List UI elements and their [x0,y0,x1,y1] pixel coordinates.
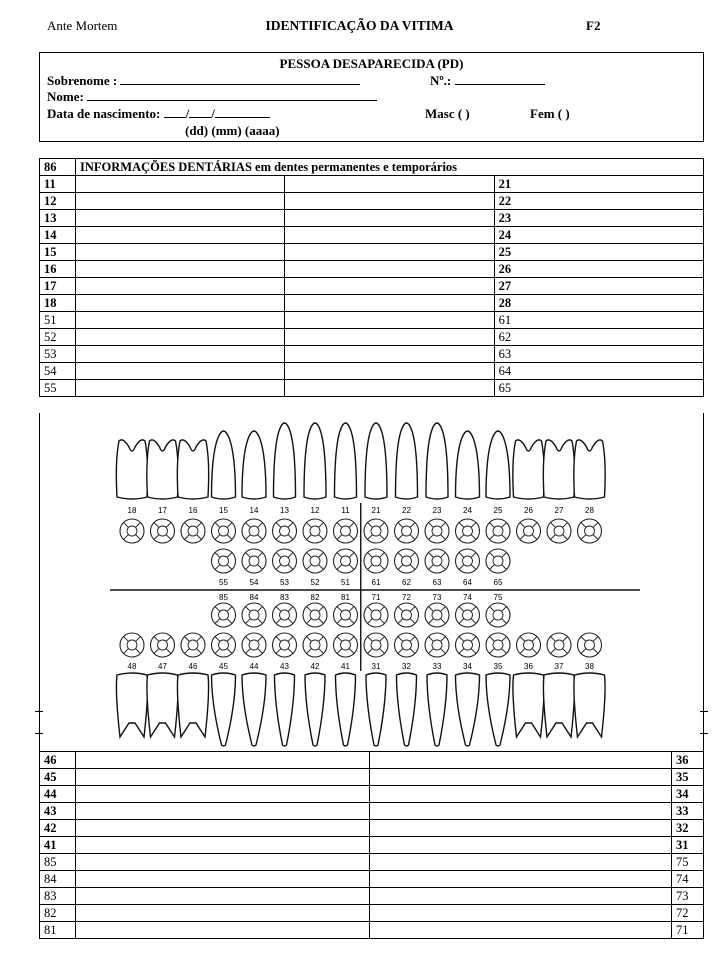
tooth-number-label: 36 [524,662,533,671]
tooth-surface-diagram [364,603,388,627]
tooth-surface-diagram [425,633,449,657]
tooth-number-label: 71 [371,593,381,602]
missing-person-title: PESSOA DESAPARECIDA (PD) [279,56,464,71]
dental-row [40,380,704,397]
tooth-number-label: 24 [463,506,472,515]
tooth-surface-diagram [303,519,327,543]
tooth-surface-diagram [334,633,358,657]
tooth-info-field-left[interactable] [76,244,285,261]
dental-row [40,261,704,278]
upper-tooth-crown [274,423,296,499]
tooth-number-right: 63 [494,346,703,363]
tooth-number-label: 46 [188,662,198,671]
birth-year-field[interactable] [215,106,270,118]
tooth-number-label: 45 [219,662,228,671]
tooth-info-field-left[interactable] [76,871,370,888]
lower-tooth-crown [456,673,480,746]
tooth-number-right: 31 [672,837,704,854]
tooth-surface-diagram [303,549,327,573]
surname-row [47,73,360,89]
tooth-info-field-left[interactable] [76,752,370,769]
tooth-surface-diagram [334,603,358,627]
upper-tooth-crown [212,431,236,499]
tooth-info-field-right[interactable] [285,227,494,244]
dental-row [40,329,704,346]
tooth-info-field-left[interactable] [76,210,285,227]
tooth-surface-diagram [273,549,297,573]
tooth-info-field-right[interactable] [285,193,494,210]
tooth-info-field-right[interactable] [370,769,672,786]
tooth-number-right: 73 [672,888,704,905]
upper-tooth-crown [574,440,605,499]
tooth-surface-diagram [273,519,297,543]
lower-tooth-crown [366,673,386,746]
tooth-number-label: 34 [463,662,472,671]
tooth-number-left: 53 [40,346,76,363]
tooth-surface-diagram [486,549,510,573]
tooth-info-field-left[interactable] [76,312,285,329]
dental-row [40,363,704,380]
tooth-number-label: 82 [310,593,320,602]
tooth-number-right: 65 [494,380,703,397]
dental-row [40,803,704,820]
tick-mark [700,711,708,712]
tooth-number-label: 63 [432,578,442,587]
tooth-surface-diagram [303,603,327,627]
lower-dental-table [39,751,704,939]
tooth-number-label: 41 [341,662,350,671]
tooth-number-left: 15 [40,244,76,261]
tooth-number-right: 27 [494,278,703,295]
birth-label: Data de nascimento: [47,106,161,121]
tooth-surface-diagram [517,633,541,657]
dental-row [40,871,704,888]
upper-tooth-crown [513,440,544,499]
tooth-number-label: 48 [127,662,137,671]
tooth-surface-diagram [181,519,205,543]
tooth-number-label: 55 [219,578,228,587]
number-row [430,73,545,89]
tooth-number-left: 52 [40,329,76,346]
tooth-surface-diagram [486,633,510,657]
tooth-surface-diagram [212,603,236,627]
tooth-number-label: 26 [524,506,533,515]
tooth-number-label: 73 [432,593,442,602]
dental-row [40,295,704,312]
form-title: IDENTIFICAÇÃO DA VITIMA [265,18,454,33]
tooth-number-right: 33 [672,803,704,820]
tooth-number-label: 17 [158,506,167,515]
tooth-surface-diagram [364,633,388,657]
tooth-number-label: 15 [219,506,228,515]
tooth-number-right: 74 [672,871,704,888]
upper-tooth-crown [242,431,266,499]
dental-row [40,922,704,939]
tooth-number-label: 13 [280,506,289,515]
dental-row [40,346,704,363]
tooth-surface-diagram [395,549,419,573]
tick-mark [35,733,43,734]
tick-mark [700,733,708,734]
number-label: Nº.: [430,73,452,88]
upper-tooth-crown [396,423,418,499]
tooth-chart-area [39,413,704,758]
tooth-number-left: 85 [40,854,76,871]
upper-tooth-crown [116,440,147,499]
tooth-info-field-left[interactable] [76,227,285,244]
tooth-number-label: 53 [280,578,289,587]
tooth-surface-diagram [578,633,602,657]
lower-tooth-crown [212,673,236,746]
tooth-surface-diagram [517,519,541,543]
lower-tooth-crown [513,673,544,737]
upper-tooth-crown [177,440,208,499]
tooth-surface-diagram [456,603,480,627]
lower-tooth-crown [242,673,266,746]
tooth-number-right: 32 [672,820,704,837]
ante-mortem-label: Ante Mortem [47,18,118,33]
tooth-number-label: 16 [188,506,198,515]
tooth-info-field-left[interactable] [76,261,285,278]
tooth-number-label: 33 [432,662,442,671]
tooth-info-field-right[interactable] [285,329,494,346]
dental-row [40,786,704,803]
tooth-info-field-right[interactable] [370,837,672,854]
tooth-info-field-left[interactable] [76,786,370,803]
tooth-number-left: 42 [40,820,76,837]
tooth-surface-diagram [395,633,419,657]
name-label: Nome: [47,89,84,104]
dental-info-header-row [40,159,704,176]
tooth-info-field-left[interactable] [76,380,285,397]
tooth-info-field-left[interactable] [76,295,285,312]
tooth-surface-diagram [303,633,327,657]
tooth-surface-diagram [486,603,510,627]
birth-day-field[interactable] [164,106,186,118]
tooth-number-left: 83 [40,888,76,905]
upper-tooth-crown [147,440,178,499]
dental-row [40,210,704,227]
tooth-number-right: 34 [672,786,704,803]
upper-dental-table [39,158,704,397]
female-checkbox[interactable]: Fem ( ) [530,106,570,121]
tooth-surface-diagram [212,549,236,573]
tooth-surface-diagram [425,549,449,573]
dental-row [40,244,704,261]
tooth-number-right: 25 [494,244,703,261]
dental-row [40,176,704,193]
tooth-info-field-right[interactable] [370,820,672,837]
tooth-surface-diagram [395,519,419,543]
tooth-surface-diagram [578,519,602,543]
tooth-surface-diagram [395,603,419,627]
tooth-info-field-right[interactable] [285,380,494,397]
tooth-info-field-right[interactable] [285,363,494,380]
tooth-info-field-right[interactable] [285,210,494,227]
birth-row: Data de nascimento: / / [47,106,270,122]
tooth-info-field-right[interactable] [285,261,494,278]
tooth-number-left: 44 [40,786,76,803]
tooth-number-left: 46 [40,752,76,769]
tooth-number-right: 72 [672,905,704,922]
name-field[interactable] [87,89,377,101]
lower-tooth-crown [147,673,178,737]
tooth-surface-diagram [273,633,297,657]
tooth-number-label: 32 [402,662,411,671]
tooth-info-field-left[interactable] [76,888,370,905]
tooth-surface-diagram [273,603,297,627]
tooth-number-right: 21 [494,176,703,193]
tooth-number-label: 83 [280,593,289,602]
tooth-surface-diagram [456,633,480,657]
tooth-info-field-right[interactable] [285,278,494,295]
tooth-number-label: 84 [249,593,259,602]
tooth-surface-diagram [425,603,449,627]
lower-tooth-crown [397,673,417,746]
tooth-number-left: 55 [40,380,76,397]
tooth-number-right: 61 [494,312,703,329]
tooth-surface-diagram [242,549,266,573]
tooth-number-label: 27 [554,506,564,515]
tooth-surface-diagram [151,519,175,543]
tooth-number-left: 13 [40,210,76,227]
tooth-surface-diagram [212,519,236,543]
tooth-number-right: 64 [494,363,703,380]
tooth-number-label: 62 [402,578,411,587]
tooth-surface-diagram [334,549,358,573]
tooth-info-field-left[interactable] [76,278,285,295]
dental-row [40,193,704,210]
tooth-number-label: 14 [249,506,259,515]
tooth-number-label: 61 [371,578,381,587]
dental-row [40,854,704,871]
tooth-surface-diagram [456,549,480,573]
tooth-number-label: 65 [493,578,503,587]
section-title: INFORMAÇÕES DENTÁRIAS em dentes permanentes e temporários [76,159,704,176]
lower-tooth-crown [177,673,208,737]
section-number: 86 [40,159,76,176]
tooth-number-right: 26 [494,261,703,278]
tooth-number-label: 74 [463,593,472,602]
tooth-info-field-right[interactable] [285,176,494,193]
tooth-number-left: 45 [40,769,76,786]
birth-format-hint: (dd) (mm) (aaaa) [185,123,280,138]
tooth-surface-diagram [547,633,571,657]
lower-tooth-crown [574,673,605,737]
tooth-number-label: 28 [585,506,594,515]
tooth-info-field-left[interactable] [76,769,370,786]
dental-row [40,820,704,837]
tooth-info-field-left[interactable] [76,922,370,939]
tooth-number-label: 38 [585,662,594,671]
dental-row [40,752,704,769]
upper-tooth-crown [426,423,448,499]
upper-tooth-crown [486,431,510,499]
tooth-info-field-left[interactable] [76,346,285,363]
tooth-number-left: 18 [40,295,76,312]
tooth-info-field-left[interactable] [76,329,285,346]
tooth-info-field-right[interactable] [370,803,672,820]
lower-tooth-crown [116,673,147,737]
tooth-info-field-right[interactable] [370,871,672,888]
tooth-info-field-right[interactable] [285,346,494,363]
tooth-number-left: 82 [40,905,76,922]
tooth-number-label: 25 [493,506,503,515]
tooth-info-field-right[interactable] [370,854,672,871]
tooth-number-label: 43 [280,662,289,671]
tooth-info-field-right[interactable] [370,922,672,939]
tooth-number-right: 24 [494,227,703,244]
upper-tooth-crown [543,440,574,499]
dental-row [40,888,704,905]
tooth-number-right: 75 [672,854,704,871]
tooth-surface-diagram [334,519,358,543]
tooth-number-right: 62 [494,329,703,346]
upper-tooth-crown [335,423,357,499]
tooth-number-left: 43 [40,803,76,820]
tooth-info-field-left[interactable] [76,363,285,380]
tooth-number-label: 35 [493,662,503,671]
tooth-info-field-right[interactable] [370,752,672,769]
tooth-number-label: 42 [310,662,320,671]
tooth-number-label: 52 [310,578,320,587]
tooth-info-field-left[interactable] [76,837,370,854]
dental-row [40,769,704,786]
tooth-number-right: 23 [494,210,703,227]
tooth-info-field-right[interactable] [285,244,494,261]
tooth-number-left: 11 [40,176,76,193]
lower-tooth-crown [336,673,356,746]
tooth-info-field-left[interactable] [76,193,285,210]
name-row [47,89,377,105]
upper-tooth-crown [456,431,480,499]
tooth-surface-diagram [120,519,144,543]
tooth-number-label: 85 [219,593,228,602]
number-field[interactable] [455,73,545,85]
tick-mark [35,711,43,712]
tooth-surface-diagram [242,603,266,627]
tooth-info-field-right[interactable] [285,312,494,329]
tooth-number-label: 54 [249,578,259,587]
tooth-number-label: 37 [554,662,564,671]
lower-tooth-crown [275,673,295,746]
lower-tooth-crown [543,673,574,737]
tooth-number-label: 72 [402,593,411,602]
tooth-info-field-left[interactable] [76,820,370,837]
tooth-number-label: 64 [463,578,472,587]
tooth-surface-diagram [120,633,144,657]
tooth-number-label: 47 [158,662,167,671]
tooth-surface-diagram [364,519,388,543]
tooth-number-label: 44 [249,662,259,671]
tooth-info-field-left[interactable] [76,905,370,922]
tooth-surface-diagram [456,519,480,543]
male-checkbox[interactable]: Masc ( ) [425,106,470,121]
tooth-number-label: 31 [371,662,381,671]
tooth-surface-diagram [364,549,388,573]
tooth-number-label: 22 [402,506,411,515]
tooth-number-label: 75 [493,593,503,602]
surname-field[interactable] [120,73,360,85]
tooth-number-right: 36 [672,752,704,769]
form-code: F2 [586,18,601,33]
tooth-number-label: 21 [371,506,381,515]
tooth-number-left: 17 [40,278,76,295]
surname-label: Sobrenome : [47,73,118,88]
missing-person-box [39,52,704,142]
tooth-number-label: 12 [310,506,320,515]
dental-row [40,905,704,922]
tooth-info-field-right[interactable] [370,786,672,803]
tooth-number-label: 81 [341,593,350,602]
tooth-surface-diagram [151,633,175,657]
tooth-info-field-right[interactable] [370,888,672,905]
tooth-info-field-left[interactable] [76,803,370,820]
lower-tooth-crown [486,673,510,746]
tooth-number-left: 51 [40,312,76,329]
tooth-surface-diagram [547,519,571,543]
tooth-number-label: 23 [432,506,442,515]
tooth-info-field-right[interactable] [285,295,494,312]
tooth-number-right: 22 [494,193,703,210]
lower-tooth-crown [427,673,447,746]
tooth-surface-diagram [242,633,266,657]
tooth-chart [40,413,703,758]
dental-row [40,312,704,329]
upper-tooth-crown [304,423,326,499]
tooth-surface-diagram [181,633,205,657]
tooth-surface-diagram [212,633,236,657]
tooth-number-left: 84 [40,871,76,888]
tooth-number-left: 16 [40,261,76,278]
tooth-number-left: 41 [40,837,76,854]
tooth-surface-diagram [242,519,266,543]
lower-tooth-crown [305,673,325,746]
tooth-surface-diagram [425,519,449,543]
dental-row [40,227,704,244]
dental-row [40,837,704,854]
tooth-number-right: 71 [672,922,704,939]
tooth-number-left: 12 [40,193,76,210]
tooth-number-label: 11 [341,506,350,515]
tooth-info-field-left[interactable] [76,176,285,193]
dental-row [40,278,704,295]
tooth-number-left: 81 [40,922,76,939]
tooth-info-field-right[interactable] [370,905,672,922]
tooth-surface-diagram [486,519,510,543]
tooth-number-left: 14 [40,227,76,244]
tooth-number-right: 35 [672,769,704,786]
tooth-number-label: 51 [341,578,350,587]
tooth-number-left: 54 [40,363,76,380]
upper-tooth-crown [365,423,387,499]
tooth-number-label: 18 [127,506,137,515]
birth-month-field[interactable] [189,106,211,118]
tooth-info-field-left[interactable] [76,854,370,871]
tooth-number-right: 28 [494,295,703,312]
